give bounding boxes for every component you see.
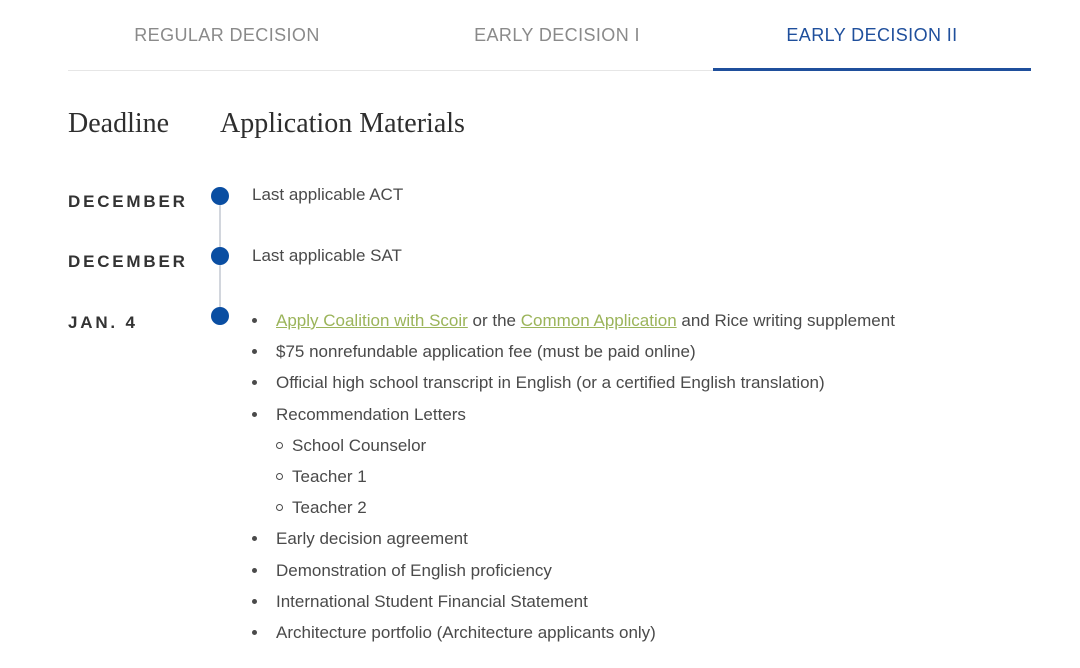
circle-bullet-icon	[276, 504, 283, 511]
list-item-text: Recommendation Letters	[276, 404, 466, 424]
timeline-dot	[211, 247, 229, 265]
circle-bullet-icon	[276, 442, 283, 449]
common-application-link[interactable]: Common Application	[520, 311, 677, 330]
deadline-date: JAN. 4	[68, 313, 138, 332]
circle-bullet-icon	[276, 473, 283, 480]
bullet-icon	[252, 630, 257, 635]
timeline-dot	[211, 187, 229, 205]
tab-early-decision-2[interactable]: EARLY DECISION II	[713, 0, 1031, 70]
list-item-text: Teacher 1	[292, 466, 367, 486]
list-item-text: Official high school transcript in English (or a certified English translation)	[276, 373, 825, 393]
list-item-text: Early decision agreement	[276, 529, 468, 549]
decision-tabs	[68, 0, 1031, 71]
bullet-icon	[252, 599, 257, 604]
bullet-icon	[252, 412, 257, 417]
list-item-text: School Counselor	[292, 435, 427, 455]
deadline-date: DECEMBER	[68, 252, 188, 271]
materials-list	[252, 305, 1052, 648]
list-item	[252, 617, 1052, 648]
bullet-icon	[252, 380, 257, 385]
list-item	[252, 336, 1052, 367]
list-item	[252, 367, 1052, 398]
list-item-text: $75 nonrefundable application fee (must be paid online)	[276, 342, 696, 362]
tab-regular-decision[interactable]: REGULAR DECISION	[134, 24, 320, 45]
sub-list-item	[252, 492, 1052, 523]
list-item-text: or the	[467, 311, 521, 330]
coalition-scoir-link[interactable]: Apply Coalition with Scoir	[276, 311, 468, 330]
materials-heading: Application Materials	[220, 108, 465, 139]
deadline-date: DECEMBER	[68, 192, 188, 211]
list-item-text: Demonstration of English proficiency	[276, 560, 552, 580]
list-item-text: Teacher 2	[292, 498, 367, 518]
bullet-icon	[252, 318, 257, 323]
list-item-text: International Student Financial Statement	[276, 591, 588, 611]
list-item	[252, 523, 1052, 554]
bullet-icon	[252, 536, 257, 541]
deadline-heading: Deadline	[68, 108, 170, 139]
list-item	[252, 399, 1052, 430]
timeline-dot	[211, 307, 229, 325]
material-text: Last applicable SAT	[252, 246, 402, 265]
list-item	[252, 305, 1052, 336]
tab-early-decision-1[interactable]: EARLY DECISION I	[474, 24, 640, 45]
list-item	[252, 586, 1052, 617]
bullet-icon	[252, 568, 257, 573]
material-text: Last applicable ACT	[252, 185, 404, 204]
list-item-text: and Rice writing supplement	[676, 311, 895, 330]
bullet-icon	[252, 349, 257, 354]
sub-list-item	[252, 430, 1052, 461]
list-item-text: Architecture portfolio (Architecture applicants only)	[276, 622, 656, 642]
sub-list-item	[252, 461, 1052, 492]
list-item	[252, 555, 1052, 586]
